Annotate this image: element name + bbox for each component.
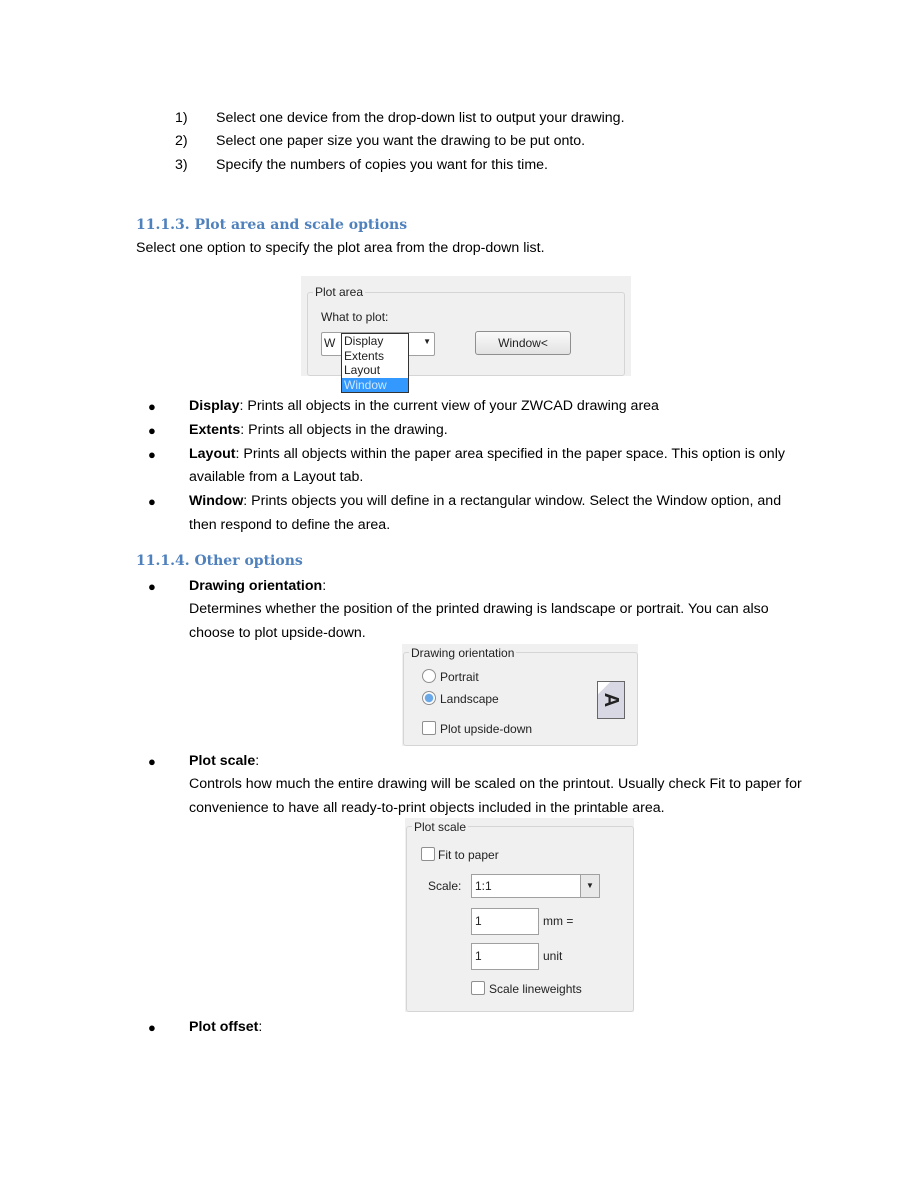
bullet-item: [189, 577, 326, 595]
what-to-plot-label: What to plot:: [321, 310, 389, 324]
term: Window: [189, 493, 244, 509]
orientation-legend: Drawing orientation: [411, 646, 515, 660]
combo-value: W: [324, 336, 336, 350]
bullet-item: [189, 492, 781, 510]
term: Plot offset: [189, 1019, 259, 1035]
landscape-page-icon: [597, 681, 625, 719]
step-text: Select one paper size you want the drawing to be put onto.: [216, 133, 586, 149]
window-pick-button[interactable]: Window<: [475, 331, 571, 355]
scale-label: Scale:: [428, 879, 462, 893]
scale-value: 1:1: [475, 879, 492, 893]
scale-lineweights-label: Scale lineweights: [489, 982, 582, 996]
bullet-icon: ●: [148, 754, 156, 769]
colon: :: [322, 578, 327, 594]
option-layout[interactable]: Layout: [344, 363, 381, 377]
section-heading: 11.1.3. Plot area and scale options: [136, 217, 408, 233]
bullet-icon: ●: [148, 579, 156, 594]
desc: : Prints all objects within the paper area specified in the paper space. This option is only: [235, 446, 785, 462]
bullet-icon: ●: [148, 494, 156, 509]
mm-input[interactable]: 1: [471, 908, 539, 935]
term: Layout: [189, 446, 236, 462]
bullet-continuation: available from a Layout tab.: [189, 469, 364, 485]
plot-area-legend: Plot area: [315, 285, 364, 299]
step-number: 3): [175, 157, 188, 173]
bullet-icon: ●: [148, 399, 156, 414]
section-heading: 11.1.4. Other options: [136, 553, 303, 569]
landscape-label: Landscape: [440, 692, 499, 706]
paragraph: Determines whether the position of the printed drawing is landscape or portrait. You can also: [189, 601, 769, 617]
what-to-plot-dropdown-list: [341, 333, 409, 393]
paragraph: convenience to have all ready-to-print objects included in the printable area.: [189, 800, 665, 816]
unit-label: unit: [543, 949, 563, 963]
chevron-down-icon: ▼: [580, 875, 599, 897]
chevron-down-icon: ▼: [423, 337, 431, 346]
plot-scale-legend: Plot scale: [414, 820, 467, 834]
mm-label: mm =: [543, 914, 574, 928]
plot-upside-down-label: Plot upside-down: [440, 722, 533, 736]
fit-to-paper-label: Fit to paper: [438, 848, 499, 862]
paragraph: Controls how much the entire drawing will be scaled on the printout. Usually check Fit to paper for: [189, 776, 802, 792]
bullet-icon: ●: [148, 1020, 156, 1035]
term: Plot scale: [189, 753, 256, 769]
unit-input[interactable]: 1: [471, 943, 539, 970]
bullet-icon: ●: [148, 423, 156, 438]
colon: :: [258, 1019, 263, 1035]
desc: : Prints objects you will define in a rectangular window. Select the Window option, and: [243, 493, 782, 509]
desc: : Prints all objects in the drawing.: [240, 422, 448, 438]
step-number: 1): [175, 110, 188, 126]
bullet-icon: ●: [148, 447, 156, 462]
bullet-item: [189, 445, 785, 463]
section-intro: Select one option to specify the plot area from the drop-down list.: [136, 240, 545, 256]
plot-upside-down-checkbox[interactable]: [422, 721, 436, 735]
drawing-orientation-screenshot: [402, 644, 638, 746]
desc: : Prints all objects in the current view of your ZWCAD drawing area: [239, 398, 659, 414]
option-window[interactable]: Window: [342, 378, 408, 393]
colon: :: [255, 753, 260, 769]
step-number: 2): [175, 133, 188, 149]
step-text: Specify the numbers of copies you want for this time.: [216, 157, 548, 173]
icon-letter: A: [599, 692, 622, 708]
term: Display: [189, 398, 240, 414]
term: Extents: [189, 422, 241, 438]
plot-scale-screenshot: [405, 818, 634, 1012]
plot-area-screenshot: [301, 276, 631, 392]
scale-lineweights-checkbox[interactable]: [471, 981, 485, 995]
bullet-item: [189, 421, 448, 439]
option-extents[interactable]: Extents: [344, 348, 385, 363]
step-text: Select one device from the drop-down list to output your drawing.: [216, 110, 625, 126]
bullet-continuation: then respond to define the area.: [189, 517, 391, 533]
bullet-item: [189, 397, 659, 415]
option-display[interactable]: Display: [344, 334, 384, 348]
term: Drawing orientation: [189, 578, 323, 594]
portrait-label: Portrait: [440, 670, 479, 684]
portrait-radio[interactable]: [422, 669, 436, 683]
scale-select[interactable]: [471, 874, 600, 898]
bullet-item: [189, 752, 259, 770]
paragraph: choose to plot upside-down.: [189, 625, 366, 641]
landscape-radio[interactable]: [422, 691, 436, 705]
bullet-item: [189, 1018, 262, 1036]
fit-to-paper-checkbox[interactable]: [421, 847, 435, 861]
